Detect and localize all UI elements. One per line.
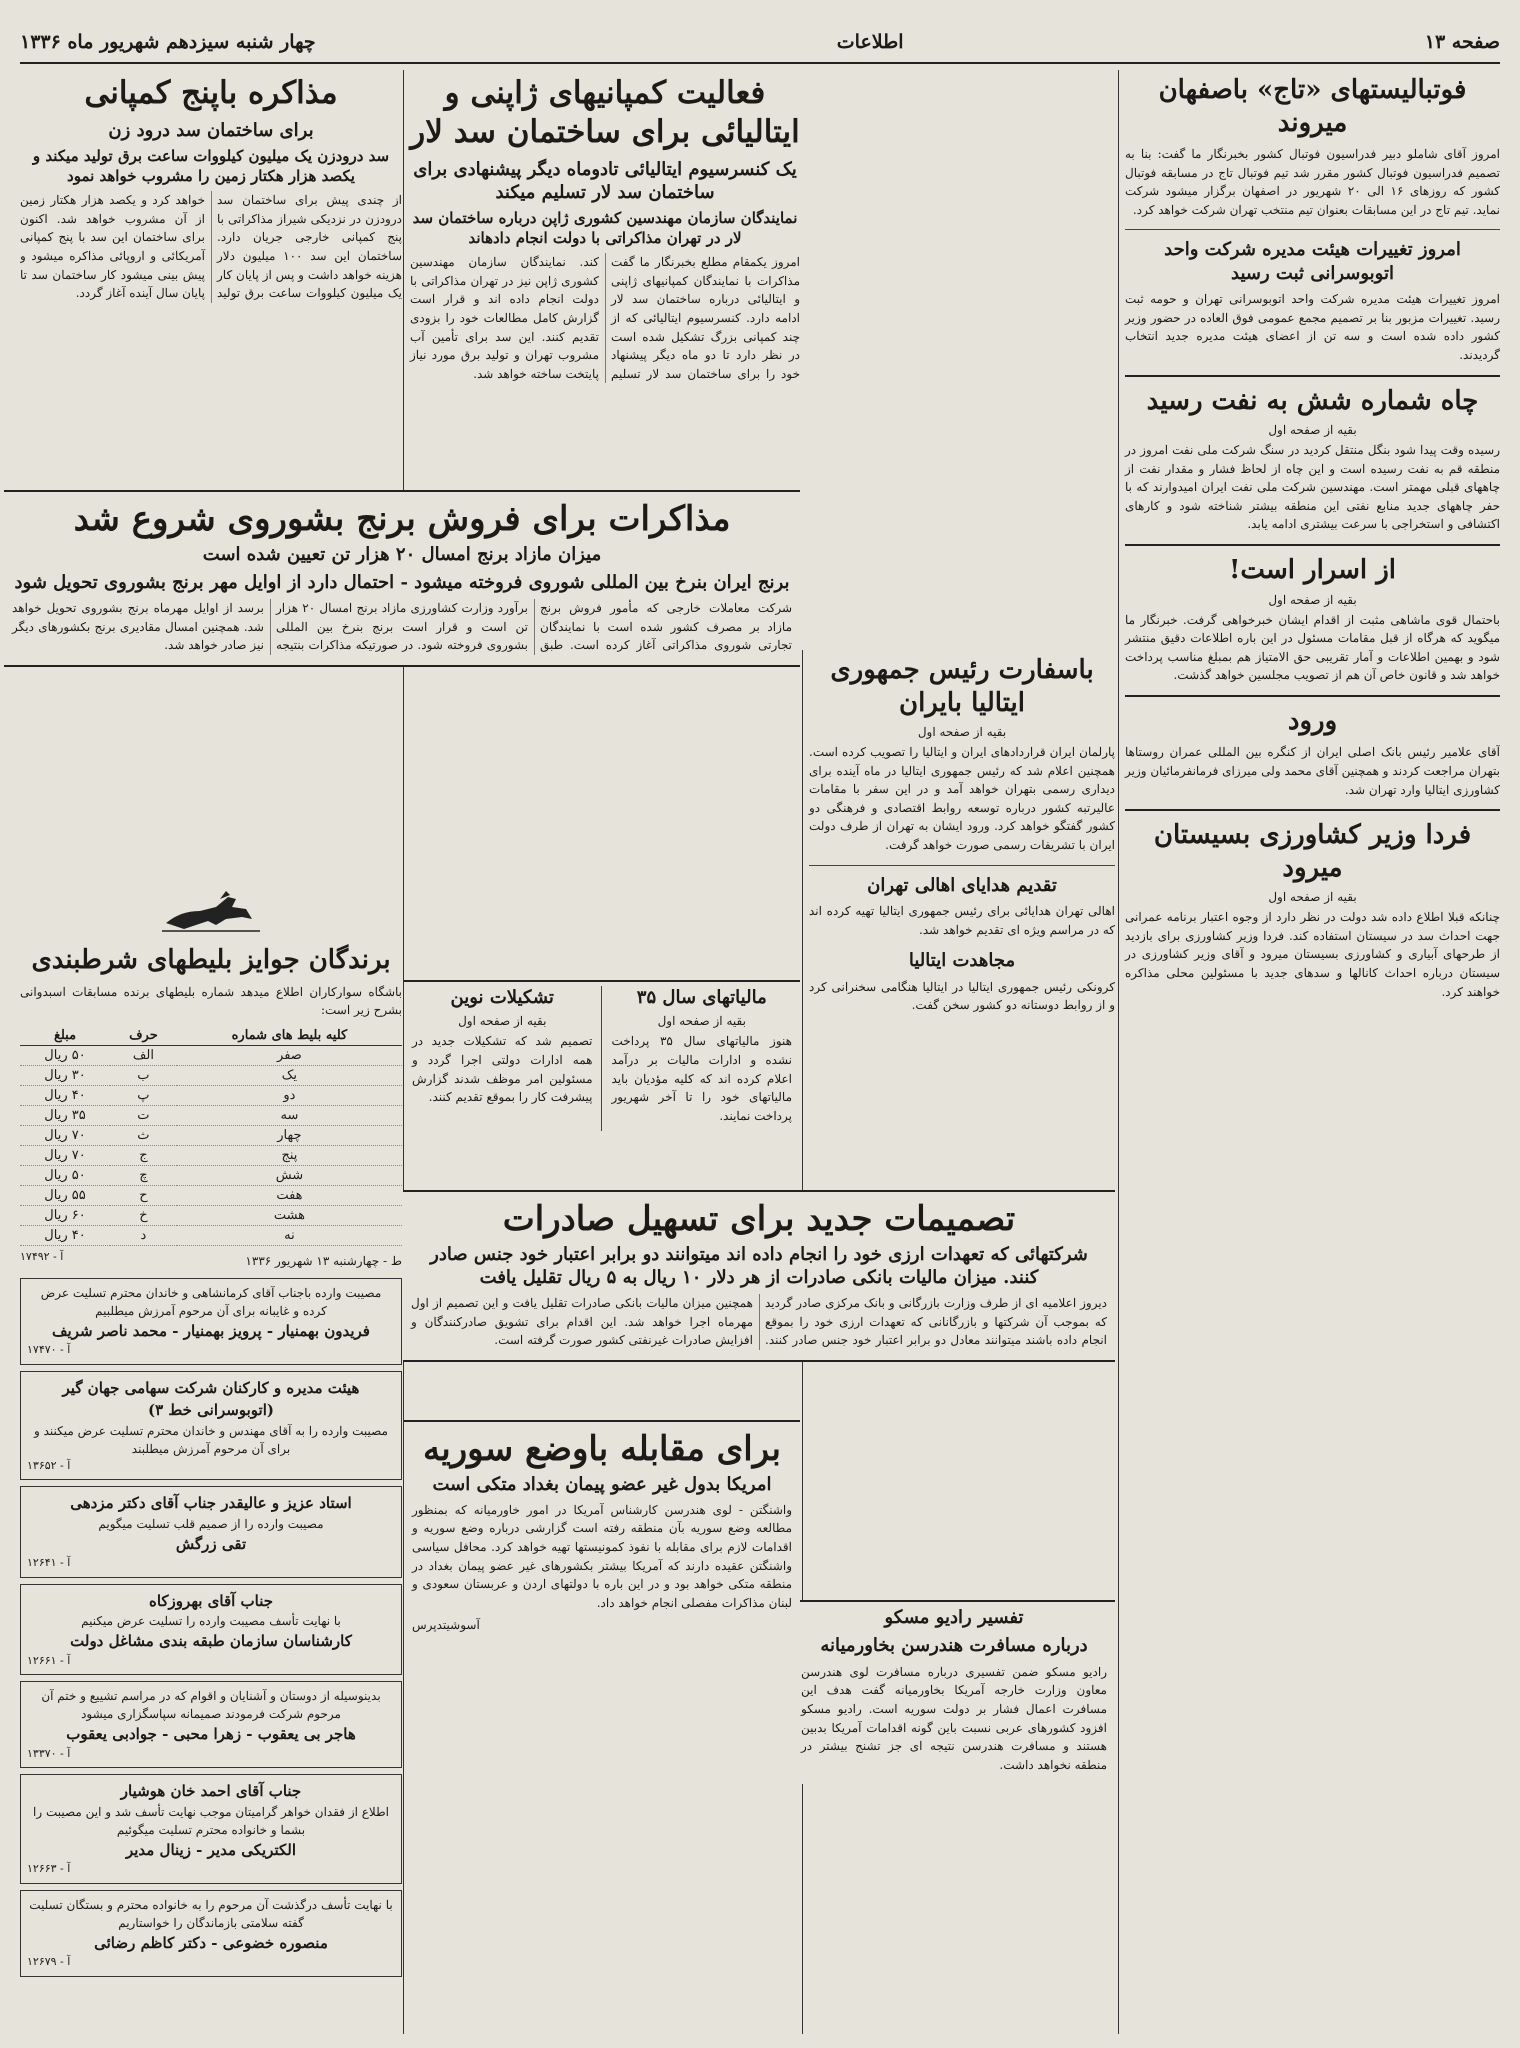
notice-title: جناب آقای احمد خان هوشیار <box>120 1782 302 1801</box>
table-row <box>20 1125 402 1145</box>
source-credit: آسوشیتدپرس <box>412 1618 480 1633</box>
condolence-notice-6 <box>20 1774 402 1884</box>
cell: یک <box>177 1065 402 1085</box>
signature: ط - چهارشنبه ۱۳ شهریور ۱۳۳۶ <box>245 1253 402 1268</box>
condolence-notice-1 <box>20 1278 402 1365</box>
article-taxes <box>612 986 793 1131</box>
notice-signers: هاجر بی یعقوب - زهرا محبی - جوادبی یعقوب <box>66 1725 356 1744</box>
article-body: از چندی پیش برای ساختمان سد درودزن در نزدیکی شیراز مذاکراتی با پنج کمپانی خارجی جریان دارد. ساختمان این سد ۱۰۰ میلیون دلار هزینه خواهد داشت و پس از پایان کار یک میلیون کیلووات ساعت برق تولید خواهد کرد و یکصد هزار هکتار زمین از آن مشروب خواهد شد. اکنون برای ساختمان این سد با پنج کمپانی آمریکائی و اروپائی مذاکره میشود و پیش بینی میشود کار ساختمان سد تا پایان سال آینده آغاز گردد. <box>20 193 402 301</box>
article-italy-embassy <box>809 654 1115 855</box>
cell: چهار <box>177 1125 402 1145</box>
article-body: پارلمان ایران قراردادهای ایران و ایتالیا را تصویب کرده است. همچنین اعلام شد که رئیس جمهوری ایتالیا در ماه آینده برای دیداری رسمی بتهران خواهد آمد و در این سفر با مقامات عالیرتبه کشور درباره توسعه روابط اقتصادی و فرهنگی دو کشور گفتگو خواهد کرد. ورود ایشان به تهران از طرف دولت ایران با تشریفات رسمی صورت خواهد گرفت. <box>809 745 1115 852</box>
article-body: امروز یکمقام مطلع بخبرنگار ما گفت مذاکرات با نمایندگان کمپانیهای ژاپنی و ایتالیائی درباره ساختمان سد لار ادامه دارد. کنسرسیوم ایتالیائی که از چند کمپانی بزرگ تشکیل شده است در نظر دارد تا دو ماه دیگر پیشنهاد خود را برای ساختمان سد لار تسلیم کند. نمایندگان سازمان مهندسین کشوری ژاپن نیز در تهران مذاکراتی با دولت انجام داده اند و قرار است گزارش کامل مطالعات خود را بزودی تقدیم کنند. این سد برای تأمین آب مشروب تهران و تولید برق مورد نیاز پایتخت ساخته خواهد شد. <box>410 255 800 381</box>
article-tehran-gifts <box>809 874 1115 940</box>
headline: فوتبالیستهای «تاج» باصفهان میروند <box>1158 75 1467 138</box>
article-secrets <box>1125 554 1500 685</box>
headline: تشکیلات نوین <box>450 987 554 1008</box>
article-body: شرکت معاملات خارجی که مأمور فروش برنج مازاد بر مصرف کشور شده است با نمایندگان تجارتی شوروی مذاکراتی آغاز کرده است. طبق برآورد وزارت کشاورزی مازاد برنج امسال ۲۰ هزار تن است و قرار است برنج بنرخ بین المللی بشوروی فروخته شود. در صورتیکه مذاکرات بنتیجه برسد از اوایل مهرماه برنج بشوروی تحویل خواهد شد. همچنین امسال مقادیری برنج بکشورهای دیگر نیز صادر خواهد شد. <box>12 601 792 653</box>
ad-code: ۱۷۴۷۰ - آ <box>27 1343 71 1357</box>
headline: از اسرار است! <box>1229 555 1396 585</box>
headline: تقدیم هدایای اهالی تهران <box>867 874 1057 896</box>
notice-signers: فریدون بهمنیار - پرویز بهمنیار - محمد ناصر شریف <box>52 1321 370 1340</box>
cell: صفر <box>177 1045 402 1065</box>
table-row <box>20 1225 402 1245</box>
headline: تصمیمات جدید برای تسهیل صادرات <box>502 1199 1016 1239</box>
notice-title: استاد عزیز و عالیقدر جناب آقای دکتر مزدهی <box>70 1494 352 1513</box>
newspaper-name: اطلاعات <box>836 31 904 53</box>
notice-text: با نهایت تأسف مصیبت وارده را تسلیت عرض میکنیم <box>81 1614 341 1629</box>
cell: ث <box>110 1125 177 1145</box>
headline: برندگان جوایز بلیطهای شرطبندی <box>31 945 391 975</box>
issue-date: چهار شنبه سیزدهم شهریور ماه ۱۳۳۶ <box>20 31 316 53</box>
column-header: مبلغ <box>20 1026 110 1046</box>
article-radio-moscow <box>793 1600 1115 1784</box>
cell: ب <box>110 1065 177 1085</box>
headline: مالیاتهای سال ۳۵ <box>636 987 767 1008</box>
cell: ۷۰ ریال <box>20 1125 110 1145</box>
article-body: امروز تغییرات هیئت مدیره شرکت واحد اتوبوسرانی تهران و حومه ثبت رسید. تغییرات مزبور بنا بر تصمیم مجمع عمومی فوق العاده در حضور وزیر کشور داده شده است و سه تن از اعضای هیئت مدیره جدید انتخاب گردیدند. <box>1125 292 1500 362</box>
cell: ۶۰ ریال <box>20 1205 110 1225</box>
column-header: کلیه بلیط های شماره <box>177 1026 402 1046</box>
article-body: کرونکی رئیس جمهوری ایتالیا در ایتالیا هنگامی سخنرانی کرد و از روابط دوستانه دو کشور سخن گفت. <box>809 979 1115 1013</box>
headline: باسفارت رئیس جمهوری ایتالیا بایران <box>830 655 1094 718</box>
table-row <box>20 1165 402 1185</box>
cell: ۳۰ ریال <box>20 1065 110 1085</box>
ad-code: ۱۲۶۴۱ - آ <box>27 1556 71 1570</box>
article-body: رادیو مسکو ضمن تفسیری درباره مسافرت لوی هندرسن معاون وزارت خارجه آمریکا بخاورمیانه گفت هدف این مسافرت اعمال فشار بر دولت سوریه است. رادیو مسکو افزود کشورهای عربی نسبت باین گونه اقدامات آمریکا بدبین هستند و مسافرت هندرسن نتیجه ای جز تشنج بیشتر در منطقه نخواهد داشت. <box>801 1664 1107 1772</box>
subheadline: شرکتهائی که تعهدات ارزی خود را انجام داده اند میتوانند دو برابر اعتبار خود جنس صادر کنند. میزان مالیات بانکی صادرات از هر دلار ۱۰ ریال به ۵ ریال تقلیل یافت <box>430 1243 1088 1288</box>
headline: مذاکرات برای فروش برنج بشوروی شروع شد <box>73 499 731 539</box>
article-body: تصمیم شد که تشکیلات جدید در همه ادارات دولتی اجرا گردد و مسئولین امر موظف شدند گزارش پیشرفت کار را بموقع تقدیم کنند. <box>412 1034 593 1105</box>
notice-text: با نهایت تأسف درگذشت آن مرحوم را به خانواده محترم و بستگان تسلیت گفته سلامتی بازماندگان را خواستاریم <box>29 1897 393 1930</box>
condolence-notice-2 <box>20 1371 402 1481</box>
notice-text: مصیبت وارده را به آقای مهندس و خاندان محترم تسلیت عرض میکنند و برای آن مرحوم آمرزش میطلبند <box>34 1423 388 1456</box>
article-exports <box>403 1190 1115 1362</box>
subheadline-2: نمایندگان سازمان مهندسین کشوری ژاپن درباره ساختمان سد لار در تهران مذاکراتی با دولت انجام دادهاند <box>412 209 798 247</box>
table-row <box>20 1205 402 1225</box>
column-left-lower <box>20 880 402 2034</box>
headline: چاه شماره شش به نفت رسید <box>1146 385 1479 416</box>
article-body: اهالی تهران هدایائی برای رئیس جمهوری ایتالیا تهیه کرده اند که در مراسم ویژه ای تقدیم خواهد شد. <box>809 903 1115 937</box>
article-body: آقای علامیر رئیس بانک اصلی ایران از کنگره بین المللی عمران روستاها بتهران مراجعت کردند و همچنین آقای محمد ولی میرزای فرمانفرمائیان وزیر کشاورزی ایتالیا وارد تهران شد. <box>1125 745 1500 797</box>
cell: ۵۵ ریال <box>20 1185 110 1205</box>
article-lar-dam <box>410 74 800 383</box>
cell: ۴۰ ریال <box>20 1085 110 1105</box>
continued-note: بقیه از صفحه اول <box>1268 423 1357 438</box>
article-italy-effort <box>809 949 1115 1015</box>
article-body: واشنگتن - لوی هندرسن کارشناس آمریکا در امور خاورمیانه که بمنظور مطالعه وضع سوریه بآن منطقه رفته است گزارشی درباره وضع سوریه و اقدامات لازم برای مقابله با نفوذ کمونیستها تهیه خواهد کرد. محافل سیاسی واشنگتن عقیده دارند که آمریکا بیشتر بکشورهای غیر عضو پیمان بغداد در منطقه متکی خواهد بود و در این باره با دولتهای اردن و عربستان سعودی و لبنان مذاکرات مفصلی انجام خواهد داد. <box>412 1502 792 1610</box>
cell: الف <box>110 1045 177 1065</box>
prize-winners <box>20 944 402 1268</box>
table-row <box>20 1045 402 1065</box>
subheadline: برای ساختمان سد درود زن <box>108 119 314 141</box>
headline: امروز تغییرات هیئت مدیره شرکت واحد اتوبوسرانی ثبت رسید <box>1164 239 1461 284</box>
cell: خ <box>110 1205 177 1225</box>
table-row <box>20 1065 402 1085</box>
article-org <box>412 986 602 1131</box>
subheadline: یک کنسرسیوم ایتالیائی تادوماه دیگر پیشنهادی برای ساختمان سد لار تسلیم میکند <box>413 158 797 203</box>
table-row <box>20 1085 402 1105</box>
cell: ج <box>110 1145 177 1165</box>
notice-title: جناب آقای بهروزکاه <box>148 1591 273 1610</box>
cell: پ <box>110 1085 177 1105</box>
article-body: رسیده وقت پیدا شود بنگل منتقل کردید در سنگ شرکت ملی نفت امروز در منطقه قم به نفت رسیده است و این چاه از لحاظ فشار و مقدار نفت از چاههای قبلی مهمتر است. مهندسین شرکت ملی نفت ایران امیدوارند که با حفر چاههای جدید منابع نفتی این منطقه بیشتر شناخته شود و کارهای اکتشافی و استخراجی با سرعت بیشتری ادامه یابد. <box>1125 443 1500 532</box>
continued-note: بقیه از صفحه اول <box>1268 592 1357 607</box>
table-row <box>20 1145 402 1165</box>
condolence-notice-4 <box>20 1584 402 1676</box>
headline: فعالیت کمپانیهای ژاپنی و ایتالیائی برای ساختمان سد لار <box>410 75 800 150</box>
notice-text: بدینوسیله از دوستان و آشنایان و اقوام که در مراسم تشییع و ختم آن مرحوم شرکت فرمودند صمیمانه سپاسگزاری میشود <box>41 1689 381 1722</box>
article-rice-sale <box>4 490 800 667</box>
box-taxes-org <box>404 980 800 1135</box>
article-body: باحتمال قوی ماشاهی مثبت از اقدام ایشان خبرخواهی گرفت. خبرنگار ما میگوید که هرگاه از قبل مقامات مسئول در این باره اطلاعات دقیق منتشر شود و بهمین اطلاعات و آمار تقریبی حق الامتیاز هم بمبلغ مناسب پرداخت خواهد شد و قانون خاص آن هم از تصویب مجلسین خواهد گذشت. <box>1125 612 1500 683</box>
cell: ت <box>110 1105 177 1125</box>
cell: ۵۰ ریال <box>20 1045 110 1065</box>
continued-note: بقیه از صفحه اول <box>657 1014 746 1029</box>
ad-code: ۱۳۳۷۰ - آ <box>27 1746 71 1760</box>
condolence-notice-3 <box>20 1486 402 1578</box>
cell: نه <box>177 1225 402 1245</box>
notice-signers: کارشناسان سازمان طبقه بندی مشاغل دولت <box>70 1632 352 1651</box>
article-doroodzan-dam <box>20 74 402 303</box>
notice-text: اطلاع از فقدان خواهر گرامیتان موجب نهایت تأسف شد و این مصیبت را بشما و خانواده محترم تسلیت میگوئیم <box>33 1804 389 1837</box>
article-arrival <box>1125 705 1500 799</box>
ad-code: ۱۲۶۶۱ - آ <box>27 1653 71 1667</box>
headline: برای مقابله باوضع سوریه <box>423 1429 781 1469</box>
cell: ۳۵ ریال <box>20 1105 110 1125</box>
article-body: دیروز اعلامیه ای از طرف وزارت بازرگانی و بانک مرکزی صادر گردید که بموجب آن شرکتها و بازرگانانی که تعهدات ارزی خود را بموقع انجام داده باشند میتوانند معادل دو برابر اعتبار خود جنس صادر کنند. همچنین میزان مالیات بانکی صادرات تقلیل یافت و این تصمیم از اول مهرماه اجرا خواهد شد. این اقدام برای تشویق صادرکنندگان و افزایش صادرات غیرنفتی کشور صورت گرفته است. <box>411 1296 1107 1348</box>
condolence-notice-7 <box>20 1890 402 1977</box>
subheadline: امریکا بدول غیر عضو پیمان بغداد متکی است <box>432 1473 772 1495</box>
prize-table <box>20 1026 402 1246</box>
ad-code: ۱۲۶۷۹ - آ <box>27 1955 71 1969</box>
notice-text: مصیبت وارده باجناب آقای کرمانشاهی و خاندان محترم تسلیت عرض کرده و غایبانه برای آن مرحوم آمرزش میطلبیم <box>40 1285 382 1318</box>
cell: هشت <box>177 1205 402 1225</box>
headline: مذاکره باپنج کمپانی <box>84 75 338 111</box>
headline: ورود <box>1287 705 1338 736</box>
article-syria <box>404 1420 800 1636</box>
ad-code: ۱۳۶۵۲ - آ <box>27 1458 71 1472</box>
cell: دو <box>177 1085 402 1105</box>
cell: ح <box>110 1185 177 1205</box>
cell: چ <box>110 1165 177 1185</box>
page-header <box>20 22 1500 64</box>
article-bus-board <box>1125 238 1500 364</box>
headline: فردا وزیر کشاورزی بسیستان میرود <box>1153 820 1472 883</box>
subheadline: میزان مازاد برنج امسال ۲۰ هزار تن تعیین شده است <box>202 543 602 565</box>
page-number: صفحه ۱۳ <box>1424 31 1500 53</box>
article-footballers <box>1125 74 1500 219</box>
subheadline-2: برنج ایران بنرخ بین المللی شوروی فروخته میشود - احتمال دارد از اوایل مهر برنج بشوروی تحویل شود <box>14 571 790 593</box>
condolence-notice-5 <box>20 1681 402 1768</box>
article-body: امروز آقای شاملو دبیر فدراسیون فوتبال کشور بخبرنگار ما گفت: بنا به تصمیم فدراسیون فوتبال کشور مقرر شد تیم فوتبال تاج در مسابقه فوتبال کشور که روزهای ۱۶ الی ۲۰ شهریور در اصفهان برگزار میشود شرکت نماید. تیم تاج در این مسابقات بعنوان تیم منتخب تهران شرکت خواهد کرد. <box>1125 147 1500 217</box>
horse-race-icon <box>20 880 402 940</box>
notice-signers: الکتریکی مدیر - زینال مدیر <box>125 1840 297 1859</box>
table-header-row <box>20 1026 402 1046</box>
article-body: چنانکه قبلا اطلاع داده شد دولت در نظر دارد از وجوه اعتبار برنامه عمرانی جهت احداث سد در سیستان استفاده کند. فردا وزیر کشاورزی برای بازدید از طرحهای آبیاری و کشاورزی بسیستان میرود و آقای وزیر کشاورزی در سیستان درباره احداث کانالها و سدهای جدید با مسئولین محلی مذاکره خواهند کرد. <box>1125 910 1500 999</box>
cell: سه <box>177 1105 402 1125</box>
notice-signers: تقی زرگش <box>175 1534 247 1553</box>
subheadline: درباره مسافرت هندرسن بخاورمیانه <box>820 1635 1088 1657</box>
ad-code: ۱۷۴۹۲ - آ <box>20 1249 64 1263</box>
cell: پنج <box>177 1145 402 1165</box>
table-row <box>20 1105 402 1125</box>
headline: مجاهدت ایتالیا <box>908 950 1016 972</box>
column-right <box>1118 70 1500 2034</box>
notice-text: مصیبت وارده را از صمیم قلب تسلیت میگویم <box>98 1516 324 1531</box>
headline: تفسیر رادیو مسکو <box>884 1607 1024 1628</box>
cell: هفت <box>177 1185 402 1205</box>
table-row <box>20 1185 402 1205</box>
continued-note: بقیه از صفحه اول <box>458 1014 547 1029</box>
continued-note: بقیه از صفحه اول <box>917 725 1007 739</box>
article-oil-well <box>1125 385 1500 534</box>
subheadline-2: سد درودزن یک میلیون کیلووات ساعت برق تولید میکند و یکصد هزار هکتار زمین را مشروب خواهد نمود <box>32 147 390 185</box>
notice-title: هیئت مدیره و کارکنان شرکت سهامی جهان گیر (اتوبوسرانی خط ۳) <box>62 1378 360 1420</box>
cell: شش <box>177 1165 402 1185</box>
cell: ۴۰ ریال <box>20 1225 110 1245</box>
column-header: حرف <box>110 1026 177 1046</box>
cell: ۵۰ ریال <box>20 1165 110 1185</box>
cell: د <box>110 1225 177 1245</box>
continued-note: بقیه از صفحه اول <box>1268 890 1357 905</box>
notice-signers: منصوره خضوعی - دکتر کاظم رضائی <box>94 1933 328 1952</box>
ad-code: ۱۲۶۶۳ - آ <box>27 1862 71 1876</box>
article-body: هنوز مالیاتهای سال ۳۵ پرداخت نشده و ادارات مالیات بر درآمد اعلام کرده اند که کلیه مؤدیان باید مالیاتهای خود را تا آخر شهریور پرداخت نمایند. <box>611 1034 792 1123</box>
article-agriculture-minister <box>1125 819 1500 1001</box>
cell: ۷۰ ریال <box>20 1145 110 1165</box>
intro-text: باشگاه سوارکاران اطلاع میدهد شماره بلیطهای برنده مسابقات اسبدوانی بشرح زیر است: <box>20 984 402 1018</box>
